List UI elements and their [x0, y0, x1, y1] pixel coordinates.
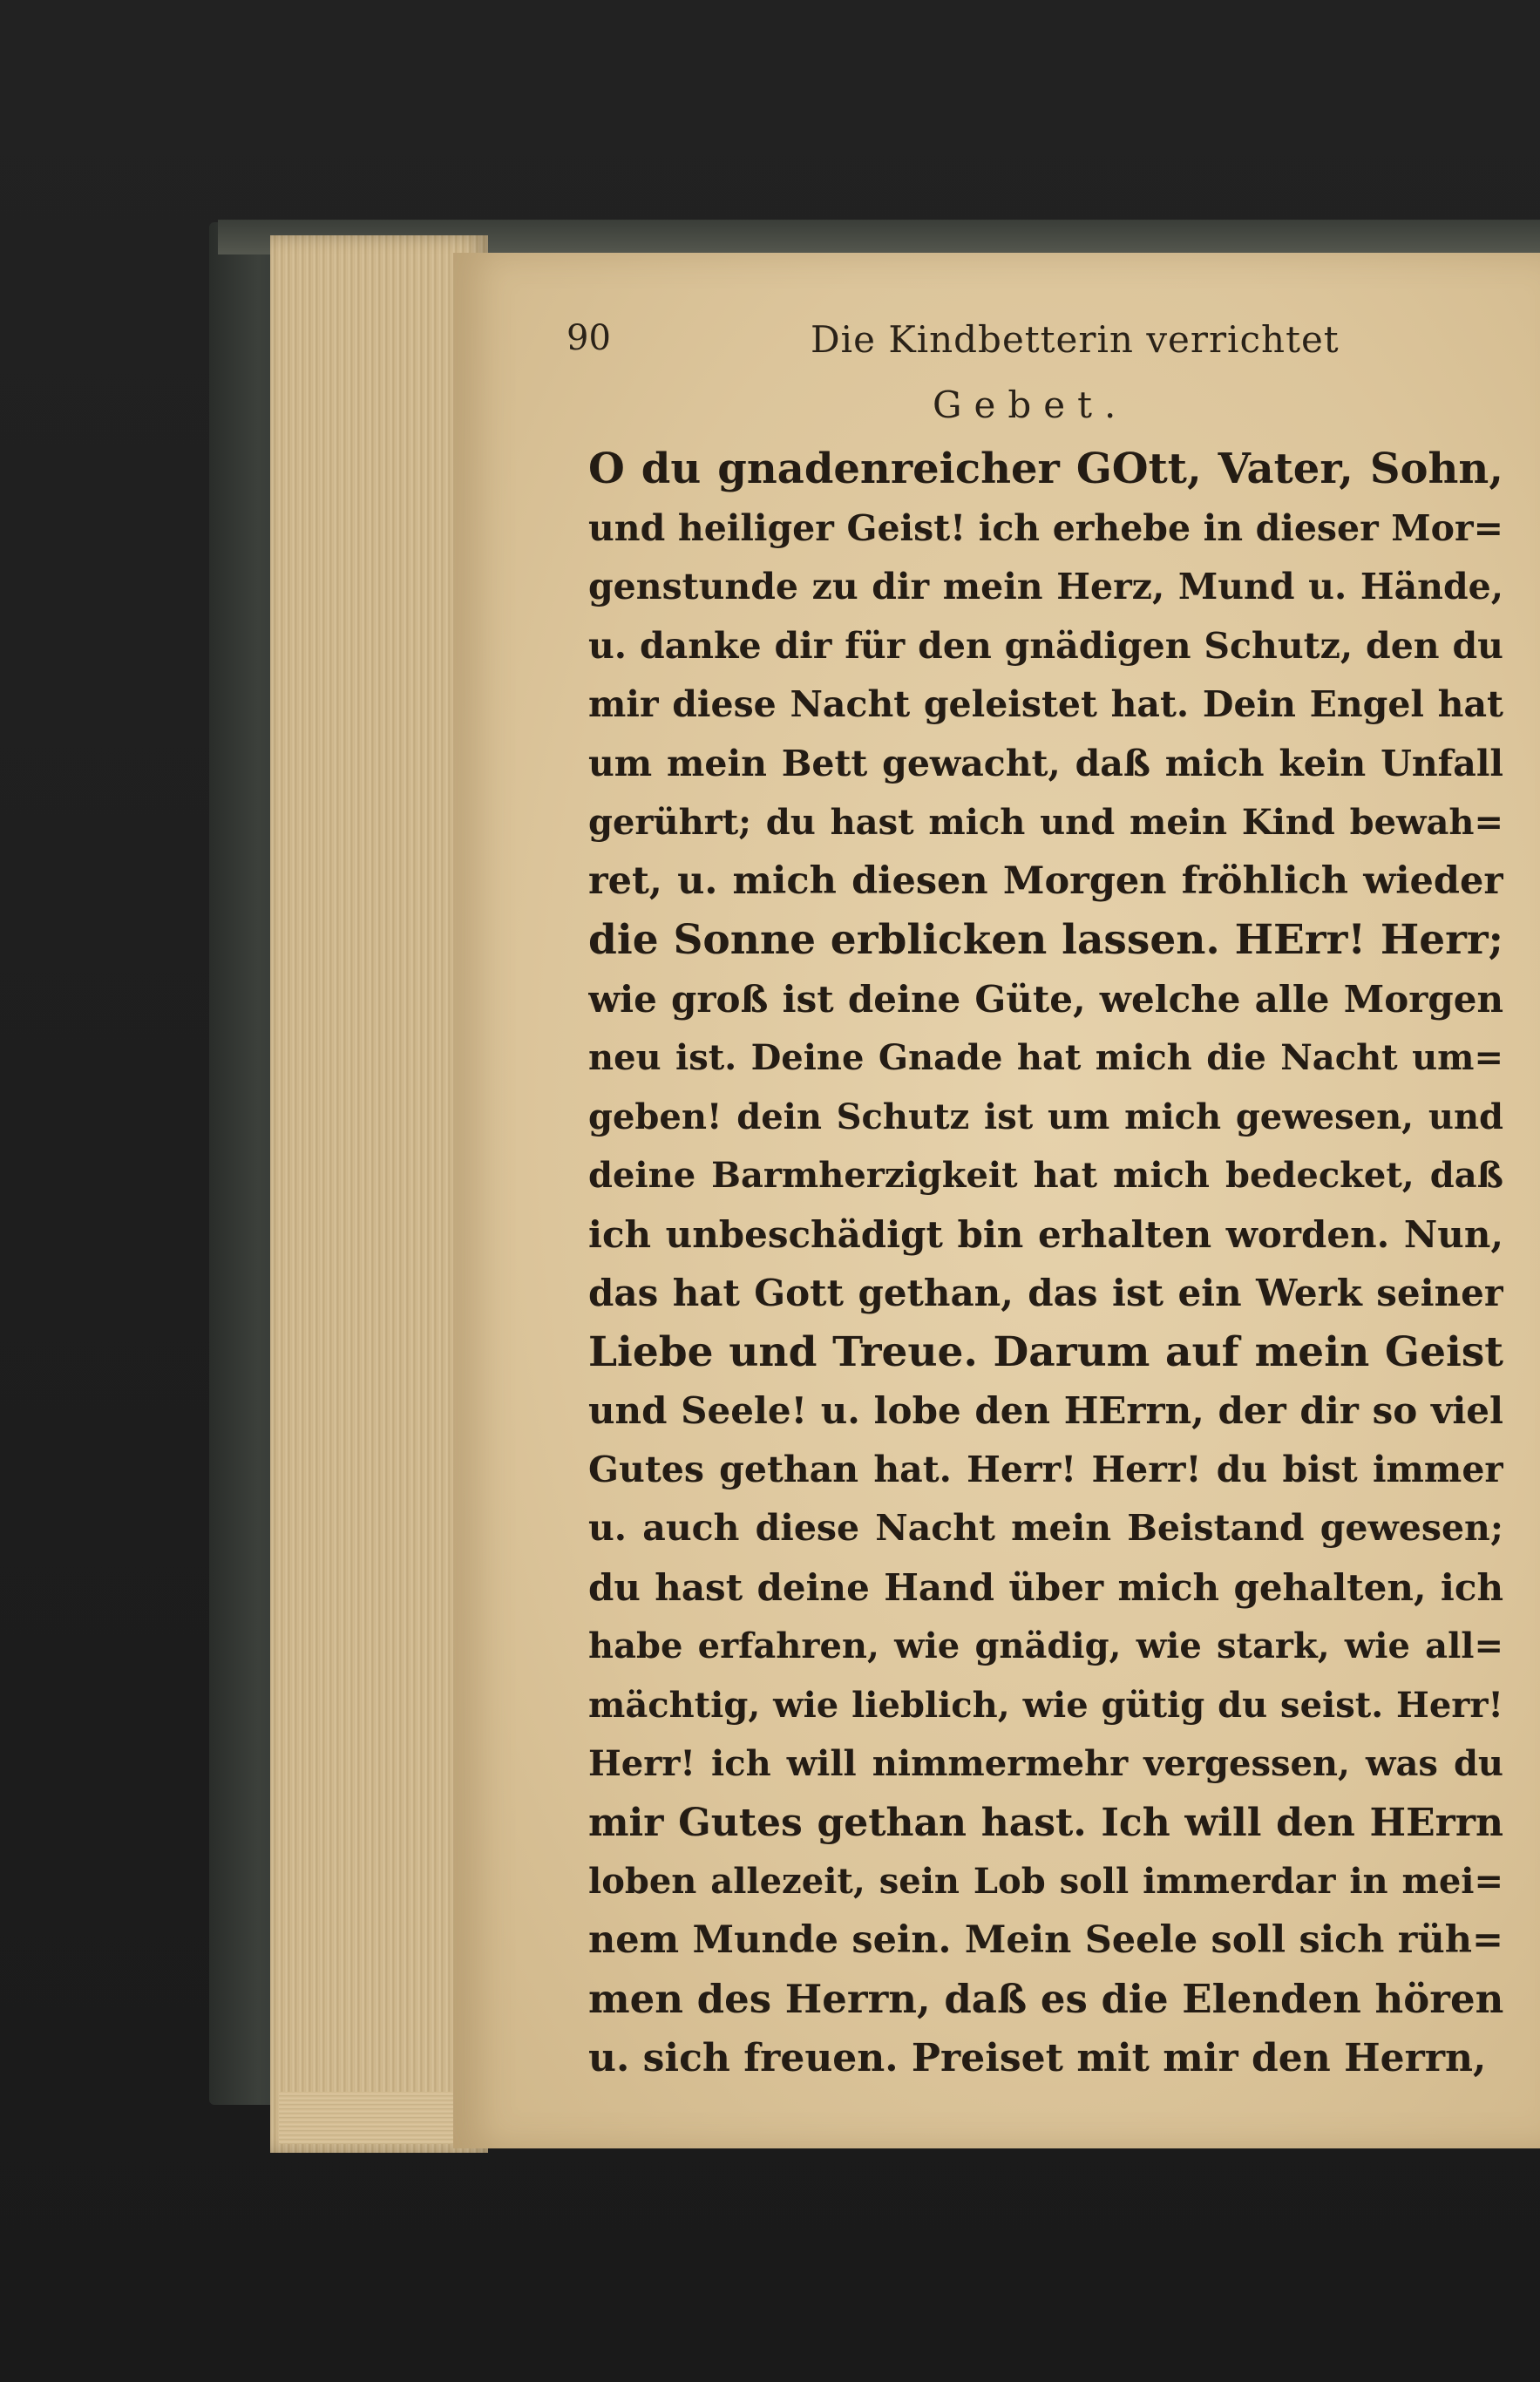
text-line: mir Gutes gethan hast. Ich will den HErrn: [588, 1800, 1503, 1845]
text-line: u. auch diese Nacht mein Beistand gewesen;: [588, 1507, 1503, 1549]
text-line: nem Munde sein. Mein Seele soll sich rüh=: [588, 1917, 1503, 1962]
text-line: men des Herrn, daß es die Elenden hören: [588, 1976, 1503, 2022]
text-line: deine Barmherzigkeit hat mich bedecket, daß: [588, 1155, 1503, 1196]
text-line: loben allezeit, sein Lob soll immerdar in mei=: [588, 1861, 1503, 1902]
section-title: Gebet.: [933, 383, 1129, 426]
text-line: mir diese Nacht geleistet hat. Dein Engel hat: [588, 683, 1503, 725]
text-line: das hat Gott gethan, das ist ein Werk seiner: [588, 1272, 1503, 1314]
text-line: O du gnadenreicher GOtt, Vater, Sohn,: [588, 445, 1503, 493]
running-head: [566, 318, 1508, 370]
text-line: wie groß ist deine Güte, welche alle Morgen: [588, 977, 1503, 1021]
text-line: mächtig, wie lieblich, wie gütig du seist. Herr!: [588, 1684, 1503, 1726]
text-line: neu ist. Deine Gnade hat mich die Nacht um=: [588, 1037, 1503, 1078]
text-line: habe erfahren, wie gnädig, wie stark, wie all=: [588, 1625, 1503, 1666]
prayer-text: [588, 440, 1503, 2087]
text-line: geben! dein Schutz ist um mich gewesen, und: [588, 1096, 1503, 1137]
text-line: Liebe und Treue. Darum auf mein Geist: [588, 1327, 1503, 1376]
text-line: genstunde zu dir mein Herz, Mund u. Hände,: [588, 566, 1503, 607]
text-line: du hast deine Hand über mich gehalten, ich: [588, 1565, 1503, 1609]
running-title: Die Kindbetterin verrichtet: [811, 318, 1340, 361]
text-line: u. sich freuen. Preiset mit mir den Herrn,: [588, 2035, 1487, 2080]
text-line: um mein Bett gewacht, daß mich kein Unfall: [588, 742, 1503, 784]
text-line: gerührt; du hast mich und mein Kind bewah=: [588, 802, 1503, 843]
text-line: und heiliger Geist! ich erhebe in dieser Mor=: [588, 506, 1503, 549]
text-line: ret, u. mich diesen Morgen fröhlich wieder: [588, 858, 1503, 903]
text-line: und Seele! u. lobe den HErrn, der dir so viel: [588, 1389, 1503, 1432]
text-line: die Sonne erblicken lassen. HErr! Herr;: [588, 916, 1503, 964]
text-line: u. danke dir für den gnädigen Schutz, den du: [588, 624, 1503, 667]
text-line: Herr! ich will nimmermehr vergessen, was du: [588, 1743, 1503, 1784]
page-number: 90: [566, 318, 611, 358]
text-line: ich unbeschädigt bin erhalten worden. Nun,: [588, 1212, 1503, 1256]
text-line: Gutes gethan hat. Herr! Herr! du bist immer: [588, 1448, 1503, 1490]
